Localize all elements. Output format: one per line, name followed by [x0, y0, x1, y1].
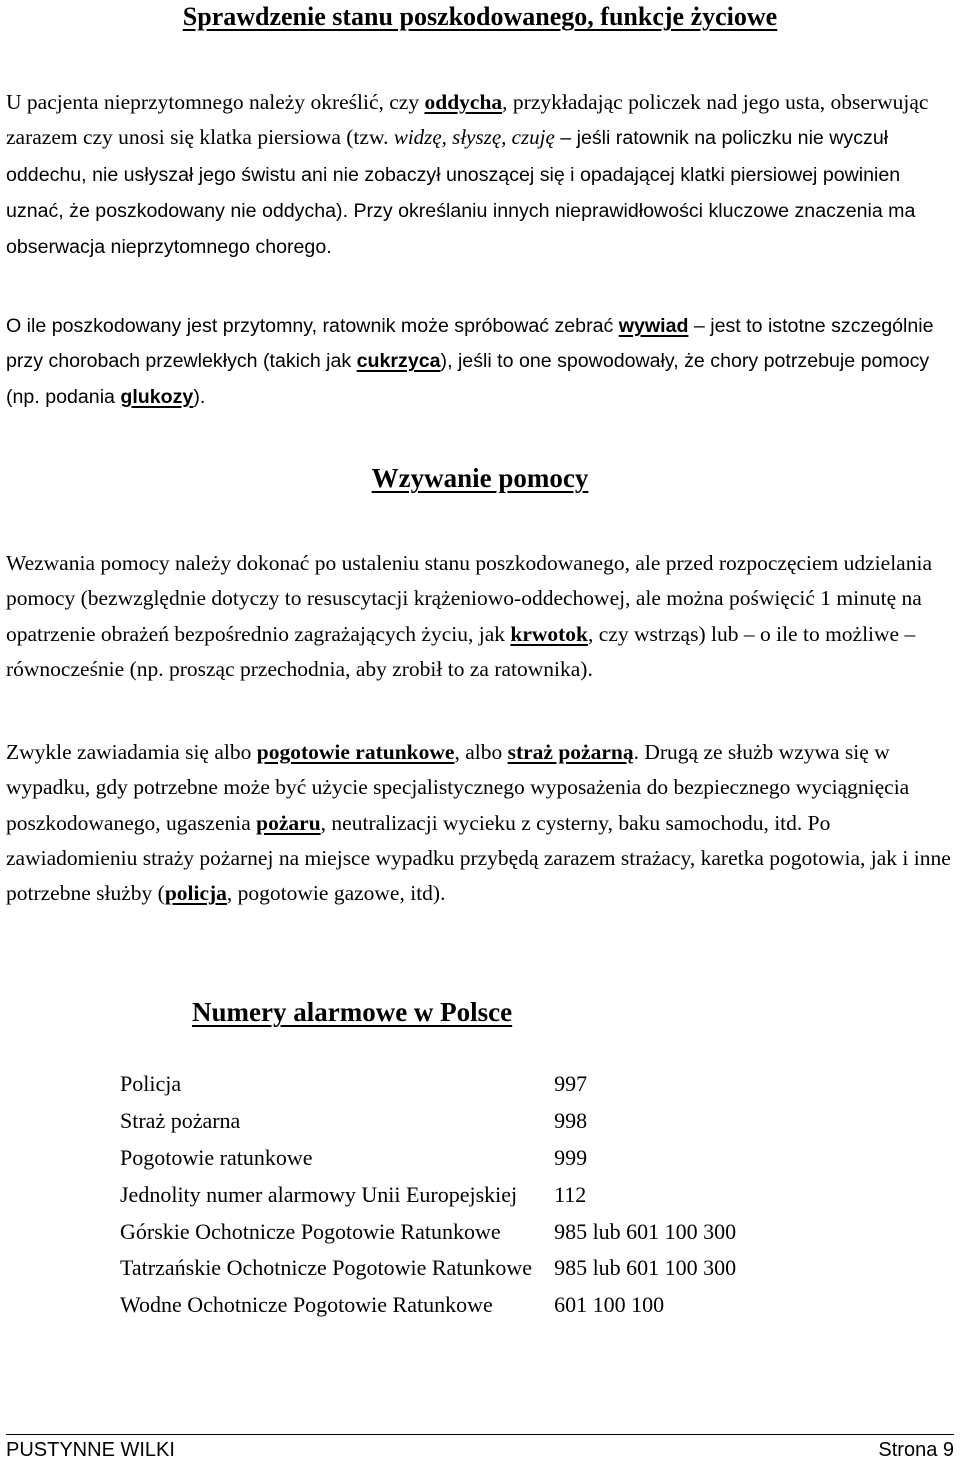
table-row	[114, 1103, 742, 1140]
keyword-link[interactable]: glukozy	[120, 385, 194, 408]
phone-number: 112	[554, 1181, 587, 1207]
keyword-link[interactable]: oddycha	[424, 90, 503, 114]
text: U pacjenta nieprzytomnego należy określić, czy	[6, 90, 425, 114]
paragraph-services	[6, 735, 956, 911]
page-footer	[6, 1434, 954, 1465]
phone-number: 985 lub 601 100 300	[554, 1218, 737, 1244]
text: , czy wstrząs) lub – o ile to możliwe – równocześnie (np. prosząc przechodnia, aby zrobił to za ratownika).	[6, 621, 916, 681]
phone-number: 985 lub 601 100 300	[554, 1255, 737, 1281]
text: Zwykle zawiadamia się albo	[6, 740, 257, 764]
service-name: Straż pożarna	[120, 1108, 241, 1134]
table-row	[114, 1140, 742, 1177]
phone-number: 999	[554, 1144, 588, 1170]
emergency-numbers-table	[114, 1066, 742, 1324]
text: , neutralizacji wycieku z cysterny, baku samochodu, itd. Po zawiadomieniu straży pożarnej na miejsce wypadku przybędą zarazem strażacy, karetka pogotowia, jak i inne potrzebne służby (	[6, 810, 951, 906]
text: ), jeśli to one spowodowały, że chory potrzebuje pomocy (np. podania	[6, 350, 930, 408]
phone-number: 997	[554, 1071, 588, 1097]
text: O ile poszkodowany jest przytomny, ratownik może spróbować zebrać	[6, 315, 619, 337]
text: ).	[193, 385, 206, 408]
keyword-link[interactable]: policja	[164, 881, 227, 906]
service-name: Jednolity numer alarmowy Unii Europejskiej	[120, 1181, 518, 1207]
keyword-link[interactable]: wywiad	[618, 315, 689, 337]
phone-number: 998	[554, 1108, 588, 1134]
table-row	[114, 1287, 742, 1324]
phone-number: 601 100 100	[554, 1292, 665, 1318]
paragraph-vital-signs	[6, 85, 956, 265]
italic-text: widzę, słyszę, czuję	[393, 125, 555, 150]
section-heading: Wzywanie pomocy	[371, 463, 589, 493]
table-row	[114, 1066, 742, 1103]
text: Wezwania pomocy należy dokonać po ustaleniu stanu poszkodowanego, ale przed rozpoczęciem udzielania pomocy (bezwzględnie dotyczy to resuscytacji krążeniowo-oddechowej, ale można poświęcić 1 minutę na opatrzenie obrażeń bezpośrednio zagrażających życiu, jak	[6, 551, 932, 646]
keyword-link[interactable]: krwotok	[510, 621, 589, 646]
text: . Drugą ze służb wzywa się w wypadku, gdy potrzebne może być użycie specjalistycznego wyposażenia do bezpiecznego wyciągnięcia poszkodowanego, ugaszenia	[6, 740, 910, 835]
text: – jest to istotne szczególnie przy chorobach przewlekłych (takich jak	[6, 315, 934, 373]
text: , pogotowie gazowe, itd).	[226, 881, 446, 906]
paragraph-calling-help	[6, 546, 956, 687]
service-name: Tatrzańskie Ochotnicze Pogotowie Ratunkowe	[120, 1255, 533, 1281]
service-name: Policja	[120, 1071, 182, 1097]
table-row	[114, 1213, 742, 1250]
text: – jeśli ratownik na policzku nie wyczuł oddechu, nie usłyszał jego świstu ani nie zobaczył unoszącej się i opadającej klatki piersiowej powinien uznać, że poszkodowany nie oddycha). Przy określaniu innych nieprawidłowości kluczowe znaczenia ma obserwacja nieprzytomnego chorego.	[6, 127, 916, 259]
page-title: Sprawdzenie stanu poszkodowanego, funkcje życiowe	[182, 2, 778, 31]
footer-left: PUSTYNNE WILKI	[6, 1439, 175, 1461]
keyword-link[interactable]: pożaru	[256, 810, 321, 835]
text: , albo	[454, 740, 508, 764]
service-name: Pogotowie ratunkowe	[120, 1144, 313, 1170]
text: , przykładając policzek nad jego usta, obserwując zarazem czy unosi się klatka piersiowa (tzw.	[6, 90, 929, 150]
keyword-link[interactable]: cukrzyca	[356, 350, 441, 373]
keyword-link[interactable]: pogotowie ratunkowe	[256, 740, 455, 764]
table-row	[114, 1176, 742, 1213]
paragraph-interview	[6, 309, 956, 415]
footer-page-number: Strona 9	[878, 1439, 954, 1461]
service-name: Wodne Ochotnicze Pogotowie Ratunkowe	[120, 1292, 493, 1318]
keyword-link[interactable]: straż pożarną	[507, 740, 634, 764]
service-name: Górskie Ochotnicze Pogotowie Ratunkowe	[120, 1218, 501, 1244]
section-heading: Numery alarmowe w Polsce	[192, 997, 513, 1027]
table-row	[114, 1250, 742, 1287]
